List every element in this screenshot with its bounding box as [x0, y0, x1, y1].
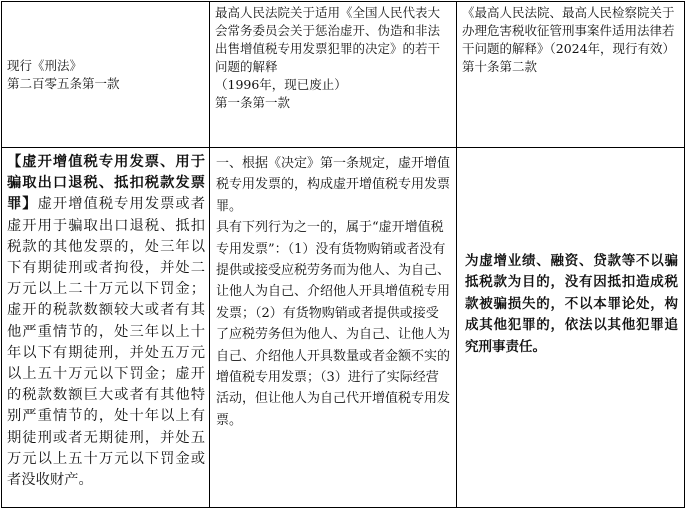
crime-heading: 【虚开增值税专用发票、用于骗取出口退税、抵扣税款发票罪】	[7, 154, 205, 213]
1996-interpretation-title: 最高人民法院关于适用《全国人民代表大会常务委员会关于惩治虚开、伪造和非法出售增值税专用发票犯罪的决定》的若干问题的解释	[215, 5, 441, 74]
comparison-table	[1, 1, 685, 508]
1996-interpretation-article: 第一条第一款	[215, 95, 291, 110]
1996-paragraph-1: 一、根据《决定》第一条规定，虚开增值税专用发票的，构成虚开增值税专用发票罪。	[216, 156, 451, 214]
criminal-law-text-cell	[2, 148, 210, 508]
1996-interpretation-text-cell	[210, 148, 457, 508]
content-row	[2, 148, 685, 508]
2024-interpretation-title: 《最高人民法院、最高人民检察院关于办理危害税收征管刑事案件适用法律若干问题的解释》（2024年，现行有效）	[462, 5, 676, 56]
1996-interpretation-status: （1996年，现已废止）	[215, 77, 347, 92]
criminal-law-text: 虚开增值税专用发票或者虚开用于骗取出口退税、抵扣税款的其他发票的，处三年以下有期徒刑或者拘役，并处二万元以上二十万元以下罚金；虚开的税款数额较大或者有其他严重情节的，处三年以上十年以下有期徒刑，并处五万元以上五十万元以下罚金；虚开的税款数额巨大或者有其他特别严重情节的，处十年以上有期徒刑或者无期徒刑，并处五万元以上五十万元以下罚金或者没收财产。	[7, 196, 206, 489]
header-cell-criminal-law	[2, 2, 210, 148]
criminal-law-title: 现行《刑法》	[7, 57, 83, 73]
2024-interpretation-article: 第十条第二款	[462, 59, 538, 74]
2024-interpretation-text-cell	[457, 148, 685, 508]
header-cell-2024-interpretation	[457, 2, 685, 148]
criminal-law-article: 第二百零五条第一款	[7, 75, 120, 91]
header-row	[2, 2, 685, 148]
2024-interpretation-text: 为虚增业绩、融资、贷款等不以骗抵税款为目的，没有因抵扣造成税款被骗损失的，不以本罪论处，构成其他犯罪的，依法以其他犯罪追究刑事责任。	[465, 252, 678, 355]
1996-paragraph-2: 具有下列行为之一的，属于“虚开增值税专用发票”：（1）没有货物购销或者没有提供或接受应税劳务而为他人、为自己、让他人为自己、介绍他人开具增值税专用发票；（2）有货物购销或者提供或接受了应税劳务但为他人、为自己、让他人为自己、介绍他人开具数量或者金额不实的增值税专用发票；（3）进行了实际经营活动，但让他人为自己代开增值税专用发票。	[216, 220, 451, 428]
header-cell-1996-interpretation	[210, 2, 457, 148]
